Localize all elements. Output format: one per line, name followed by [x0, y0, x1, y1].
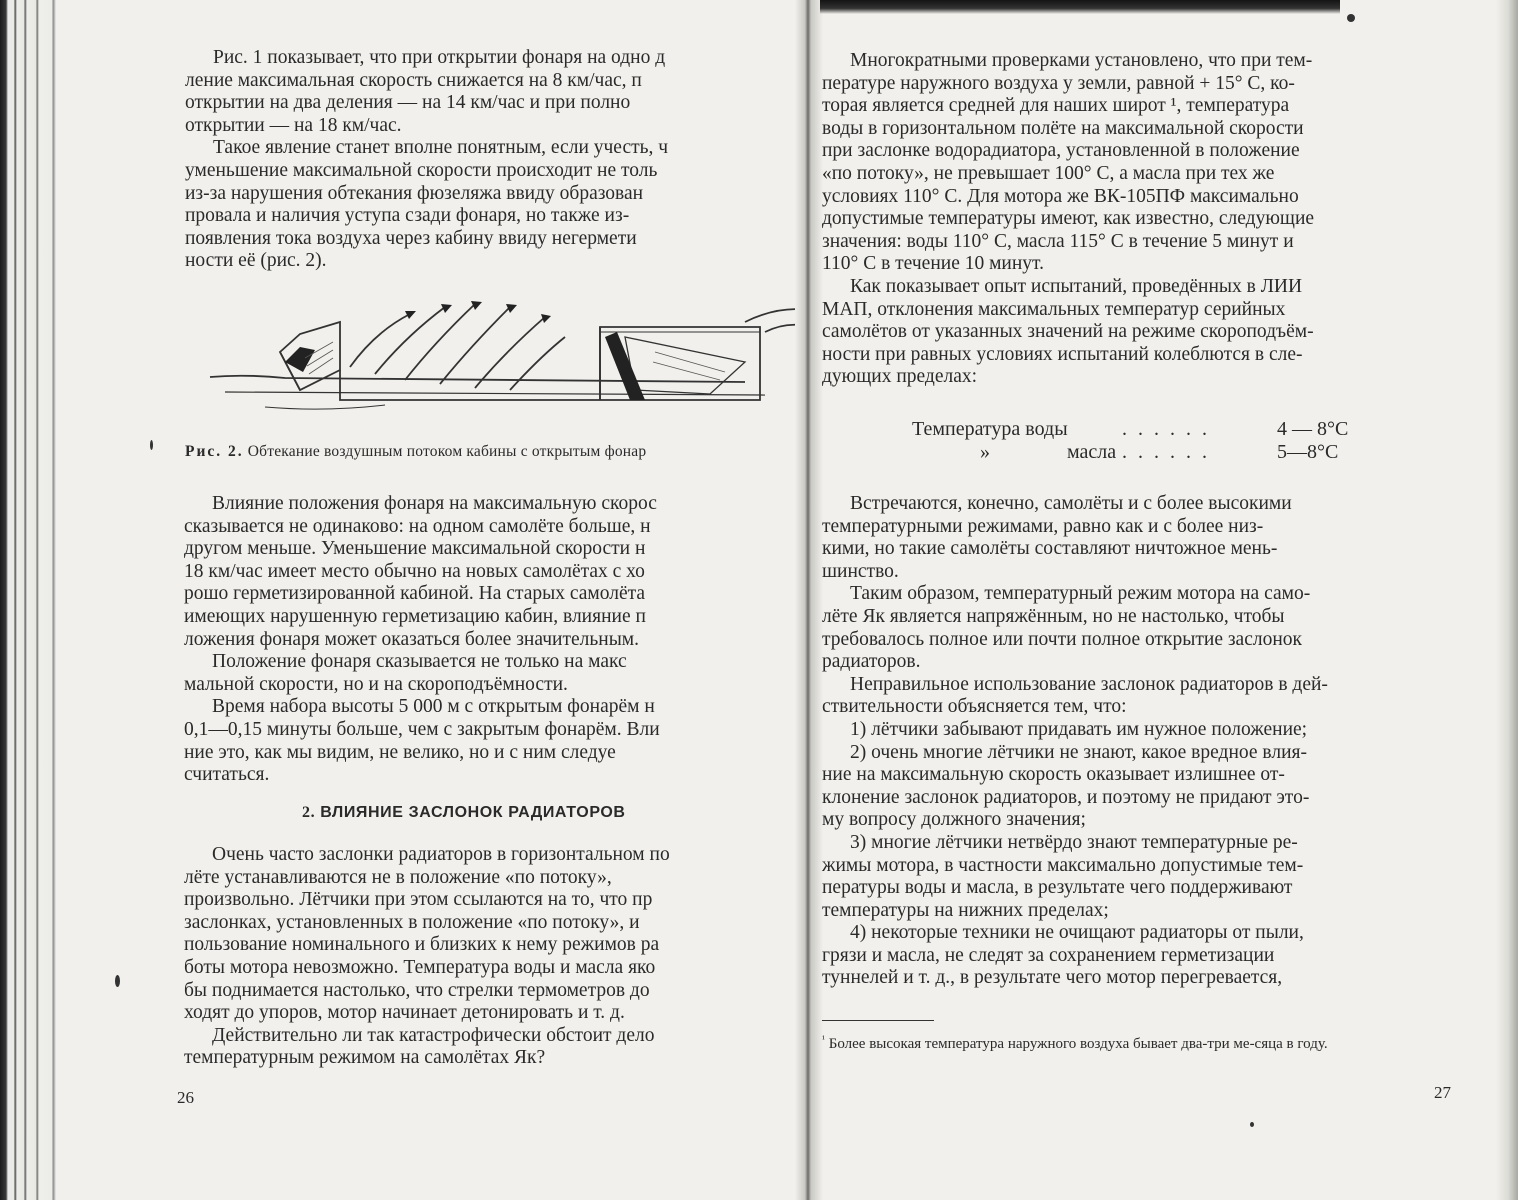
temperature-value: 4 — 8°С: [1277, 418, 1349, 440]
text-line: рошо герметизированной кабиной. На старых самолёта: [184, 583, 646, 605]
text-line: клонение заслонок радиаторов, и поэтому не придают это-: [822, 786, 1310, 808]
scan-speck: [1250, 1122, 1254, 1127]
text-line: Как показывает опыт испытаний, проведённых в ЛИИ: [850, 275, 1303, 297]
text-line: пературе наружного воздуха у земли, равной + 15° С, ко-: [822, 72, 1295, 94]
text-line: пользование номинального и близких к нему режимов ра: [184, 934, 660, 956]
right-paragraph-2: [822, 276, 1456, 389]
text-line: условиях 110° С. Для мотора же ВК-105ПФ максимально: [822, 185, 1299, 207]
leader-dots: . . . . . .: [1122, 441, 1210, 463]
cabin-airflow-figure: [205, 292, 795, 422]
text-line: кими, но такие самолёты составляют ничтожное мень-: [822, 538, 1278, 560]
text-line: ние на максимальную скорость оказывает излишнее от-: [822, 764, 1285, 786]
footnote-text: Более высокая температура наружного воздуха бывает два-три ме-сяца в году.: [828, 1036, 1328, 1052]
text-line: лёте устанавливаются не в положение «по потоку»,: [184, 866, 612, 888]
right-text-lower: [822, 493, 1456, 990]
text-line: ности её (рис. 2).: [185, 250, 327, 272]
right-page: [822, 0, 1498, 1200]
text-line: требовалось полное или почти полное открытие заслонок: [822, 628, 1303, 650]
text-line: 1) лётчики забывают придавать им нужное положение;: [850, 718, 1308, 740]
list-item-4: [822, 922, 1456, 990]
text-line: значения: воды 110° С, масла 115° С в течение 5 минут и: [822, 230, 1294, 252]
scan-speck: [115, 975, 120, 987]
text-line: 2) очень многие лётчики не знают, какое вредное влия-: [850, 741, 1307, 763]
temperature-value: 5—8°С: [1277, 441, 1339, 463]
right-paragraph-1: [822, 50, 1456, 276]
text-line: ствительности объясняется тем, что:: [822, 696, 1127, 718]
figure-caption: [185, 443, 795, 461]
text-line: ление максимальная скорость снижается на 8 км/час, п: [185, 69, 642, 91]
right-paragraph-5: [822, 674, 1456, 719]
text-line: Встречаются, конечно, самолёты и с более высокими: [850, 493, 1292, 514]
text-line: 18 км/час имеет место обычно на новых самолётах с хо: [184, 560, 645, 582]
right-text-upper: [822, 50, 1456, 389]
text-line: появления тока воздуха через кабину ввиду негермети: [185, 227, 637, 249]
footnote-mark: ¹: [822, 1034, 825, 1045]
left-paragraph-3: [184, 493, 795, 651]
text-line: провала и наличия уступа сзади фонаря, но также из-: [185, 205, 630, 227]
page-number-right: 27: [1434, 1083, 1451, 1102]
text-line: 4) некоторые техники не очищают радиаторы от пыли,: [850, 922, 1304, 944]
left-paragraph-7: [184, 1025, 795, 1070]
book-spine: [795, 0, 823, 1200]
text-line: ходят до упоров, мотор начинает детонировать и т. д.: [184, 1002, 625, 1024]
text-line: ности при равных условиях испытаний колеблются в сле-: [822, 343, 1303, 365]
text-line: при заслонке водорадиатора, установленной в положение: [822, 140, 1300, 162]
text-line: Рис. 1 показывает, что при открытии фонаря на одно д: [213, 47, 666, 68]
text-line: лёте Як является напряжённым, но не настолько, чтобы: [822, 605, 1285, 627]
text-line: Очень часто заслонки радиаторов в горизонтальном по: [212, 844, 670, 865]
scan-speck: [1347, 14, 1355, 22]
text-line: 3) многие лётчики нетвёрдо знают температурные ре-: [850, 831, 1298, 853]
text-line: Положение фонаря сказывается не только на макс: [212, 651, 627, 673]
book-edge-left: [0, 0, 70, 1200]
left-paragraph-1: [185, 47, 795, 137]
left-paragraph-5: [184, 696, 795, 786]
text-line: «по потоку», не превышает 100° С, а масла при тех же: [822, 162, 1275, 184]
text-line: му вопросу должного значения;: [822, 809, 1086, 831]
footnote-rule: [822, 1020, 934, 1021]
text-line: жимы мотора, в частности максимально допустимые тем-: [822, 854, 1304, 876]
leader-dots: . . . . . .: [1122, 418, 1210, 440]
left-paragraph-2: [185, 137, 795, 273]
figure-caption-lead: Рис. 2.: [185, 443, 244, 460]
list-item-2: [822, 742, 1456, 832]
ditto-mark: »: [980, 441, 990, 463]
text-line: пературы воды и масла, в результате чего поддерживают: [822, 877, 1293, 899]
text-line: Таким образом, температурный режим мотора на само-: [850, 583, 1311, 605]
text-line: открытии — на 18 км/час.: [185, 114, 402, 136]
text-line: МАП, отклонения максимальных температур серийных: [822, 298, 1286, 320]
right-paragraph-3: [822, 493, 1456, 583]
text-line: температуры на нижних пределах;: [822, 899, 1109, 921]
book-edge-right: [1496, 0, 1518, 1200]
left-text-section: [184, 844, 795, 1070]
text-line: туннелей и т. д., в результате чего мотор перегревается,: [822, 967, 1283, 989]
text-line: радиаторов.: [822, 651, 921, 673]
text-line: торая является средней для наших широт ¹, температура: [822, 95, 1290, 117]
temperature-label: Температура воды: [912, 418, 1068, 440]
scan-speck: [150, 440, 153, 450]
left-paragraph-6: [184, 844, 795, 1025]
text-line: сказывается не одинаково: на одном самолёте больше, н: [184, 515, 651, 537]
text-line: боты мотора невозможно. Температура воды и масла яко: [184, 956, 656, 978]
text-line: самолётов от указанных значений на режиме скороподъём-: [822, 321, 1314, 343]
section-title: ВЛИЯНИЕ ЗАСЛОНОК РАДИАТОРОВ: [320, 804, 626, 821]
temperature-label: масла: [1067, 441, 1117, 463]
text-line: считаться.: [184, 764, 270, 786]
right-paragraph-4: [822, 583, 1456, 673]
text-line: температурными режимами, равно как и с более низ-: [822, 515, 1264, 537]
left-page: [80, 0, 795, 1200]
text-line: допустимые температуры имеют, как известно, следующие: [822, 208, 1315, 230]
text-line: уменьшение максимальной скорости происходит не толь: [185, 159, 658, 181]
text-line: произвольно. Лётчики при этом ссылаются на то, что пр: [184, 889, 653, 911]
list-item-3: [822, 832, 1456, 922]
text-line: шинство.: [822, 560, 899, 582]
text-line: 0,1—0,15 минуты больше, чем с закрытым фонарём. Вли: [184, 718, 660, 740]
left-paragraph-4: [184, 651, 795, 696]
text-line: ложения фонаря может оказаться более значительным.: [184, 628, 640, 650]
list-item-1: [822, 719, 1456, 742]
text-line: из-за нарушения обтекания фюзеляжа ввиду образован: [185, 182, 644, 204]
text-line: воды в горизонтальном полёте на максимальной скорости: [822, 117, 1304, 139]
text-line: открытии на два деления — на 14 км/час и при полно: [185, 92, 631, 114]
text-line: ние это, как мы видим, не велико, но и с ним следуе: [184, 741, 616, 763]
text-line: Влияние положения фонаря на максимальную скорос: [212, 493, 657, 514]
section-heading: [302, 804, 762, 822]
text-line: грязи и масла, не следят за сохранением герметизации: [822, 944, 1275, 966]
text-line: 110° С в течение 10 минут.: [822, 253, 1044, 275]
text-line: Действительно ли так катастрофически обстоит дело: [212, 1024, 655, 1046]
section-number: 2.: [302, 804, 316, 821]
text-line: бы поднимается настолько, что стрелки термометров до: [184, 979, 650, 1001]
text-line: Неправильное использование заслонок радиаторов в дей-: [850, 673, 1328, 695]
text-line: температурным режимом на самолётах Як?: [184, 1047, 546, 1069]
text-line: Время набора высоты 5 000 м с открытым фонарём н: [212, 696, 655, 718]
text-line: дующих пределах:: [822, 366, 978, 388]
figure-caption-text: Обтекание воздушным потоком кабины с открытым фонар: [247, 443, 647, 460]
text-line: мальной скорости, но и на скороподъёмности.: [184, 673, 568, 695]
page-number-left: 26: [177, 1088, 194, 1107]
text-line: имеющих нарушенную герметизацию кабин, влияние п: [184, 605, 646, 627]
text-line: Такое явление станет вполне понятным, если учесть, ч: [213, 137, 669, 159]
text-line: заслонках, установленных в положение «по потоку», и: [184, 911, 640, 933]
footnote: [822, 1030, 1456, 1054]
text-line: Многократными проверками установлено, что при тем-: [850, 50, 1313, 71]
left-text-lower: [184, 493, 795, 787]
left-text-upper: [185, 47, 795, 273]
text-line: другом меньше. Уменьшение максимальной скорости н: [184, 538, 646, 560]
